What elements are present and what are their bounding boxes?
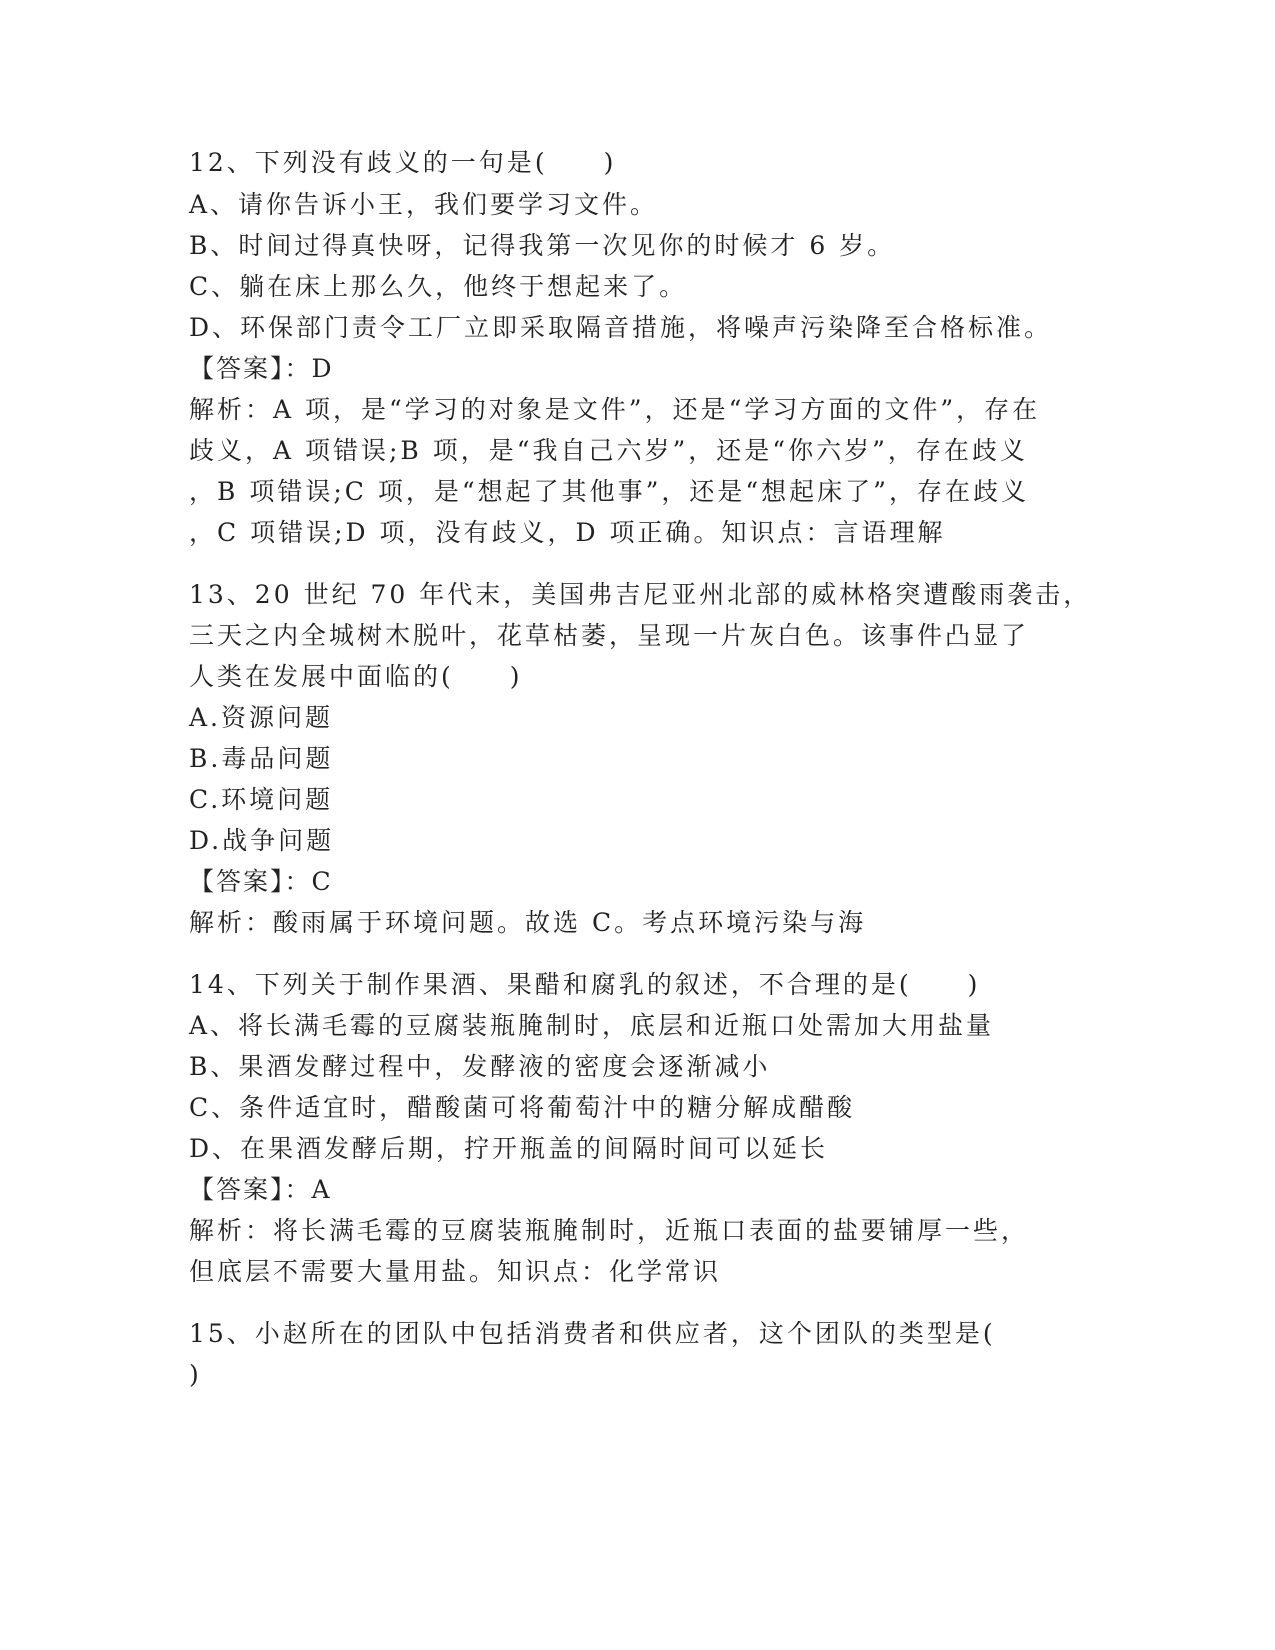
- question-12-option-a: A、请你告诉小王，我们要学习文件。: [189, 190, 659, 219]
- question-14-analysis-line: 解析：将长满毛霉的豆腐装瓶腌制时，近瓶口表面的盐要铺厚一些，: [189, 1216, 1030, 1245]
- question-13-option-d: D.战争问题: [189, 826, 335, 855]
- question-14-option-a: A、将长满毛霉的豆腐装瓶腌制时，底层和近瓶口处需加大用盐量: [189, 1011, 995, 1040]
- question-13-stem-line: 三天之内全城树木脱叶，花草枯萎，呈现一片灰白色。该事件凸显了: [189, 621, 1030, 650]
- question-13-option-c: C.环境问题: [189, 785, 334, 814]
- question-13-option-a: A.资源问题: [189, 703, 334, 732]
- question-12-answer: 【答案】：D: [189, 354, 334, 383]
- question-13-stem-line: 13、20 世纪 70 年代末，美国弗吉尼亚州北部的威林格突遭酸雨袭击，: [189, 580, 1092, 609]
- question-12-analysis-line: ，B 项错误;C 项，是“想起了其他事”，还是“想起床了”，存在歧义: [189, 477, 1029, 506]
- question-14-answer: 【答案】：A: [189, 1175, 332, 1204]
- question-14-analysis-line: 但底层不需要大量用盐。知识点：化学常识: [189, 1257, 722, 1286]
- question-13-option-b: B.毒品问题: [189, 744, 334, 773]
- question-12-option-b: B、时间过得真快呀，记得我第一次见你的时候才 6 岁。: [189, 231, 896, 260]
- question-14-option-c: C、条件适宜时，醋酸菌可将葡萄汁中的糖分解成醋酸: [189, 1093, 856, 1122]
- question-13-stem-line: 人类在发展中面临的( ): [189, 662, 523, 691]
- question-14-option-d: D、在果酒发酵后期，拧开瓶盖的间隔时间可以延长: [189, 1134, 829, 1163]
- question-12-option-d: D、环保部门责令工厂立即采取隔音措施，将噪声污染降至合格标准。: [189, 313, 1053, 342]
- question-12-analysis-line: ，C 项错误;D 项，没有歧义，D 项正确。知识点：言语理解: [189, 518, 946, 547]
- question-12-analysis-line: 歧义，A 项错误;B 项，是“我自己六岁”，还是“你六岁”，存在歧义: [189, 436, 1028, 465]
- question-13-answer: 【答案】：C: [189, 867, 333, 896]
- question-14-option-b: B、果酒发酵过程中，发酵液的密度会逐渐减小: [189, 1052, 771, 1081]
- question-12-analysis-line: 解析：A 项，是“学习的对象是文件”，还是“学习方面的文件”，存在: [189, 395, 1041, 424]
- question-12-stem: 12、下列没有歧义的一句是( ): [189, 148, 617, 177]
- question-12-option-c: C、躺在床上那么久，他终于想起来了。: [189, 272, 688, 301]
- question-15-stem-line: 15、小赵所在的团队中包括消费者和供应者，这个团队的类型是(: [189, 1319, 996, 1348]
- question-13-analysis-line: 解析：酸雨属于环境问题。故选 C。考点环境污染与海: [189, 908, 867, 937]
- question-15-stem-line: ): [189, 1360, 202, 1389]
- question-14-stem: 14、下列关于制作果酒、果醋和腐乳的叙述，不合理的是( ): [189, 970, 981, 999]
